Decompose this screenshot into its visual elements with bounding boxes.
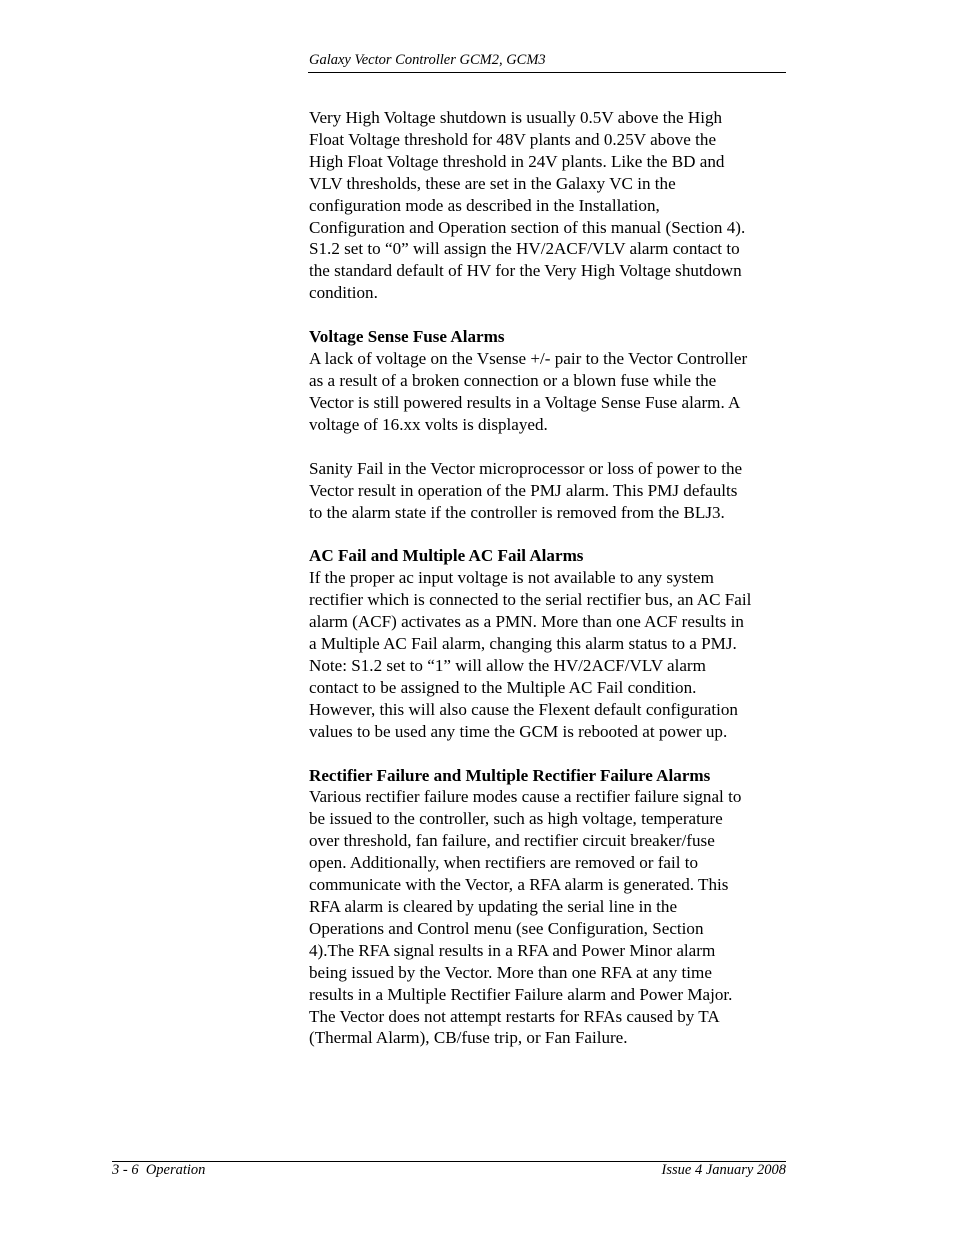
text-line: Operations and Control menu (see Configuration, Section xyxy=(309,918,704,938)
text-line: rectifier which is connected to the serial rectifier bus, an AC Fail xyxy=(309,590,752,610)
text-line: VLV thresholds, these are set in the Galaxy VC in the xyxy=(309,173,676,193)
text-line: Note: S1.2 set to “1” will allow the HV/2ACF/VLV alarm xyxy=(309,655,706,675)
section-ac-fail-alarms xyxy=(309,545,787,742)
paragraph-very-high-voltage xyxy=(309,107,787,304)
section-voltage-sense-fuse-alarms xyxy=(309,326,787,436)
running-header: Galaxy Vector Controller GCM2, GCM3 xyxy=(309,52,546,68)
text-line: Sanity Fail in the Vector microprocessor or loss of power to the xyxy=(309,458,743,478)
text-line: Very High Voltage shutdown is usually 0.5V above the High xyxy=(309,108,723,127)
text-line: contact to be assigned to the Multiple AC Fail condition. xyxy=(309,677,697,697)
text-line: as a result of a broken connection or a blown fuse while the xyxy=(309,370,717,390)
text-line: condition. xyxy=(309,283,378,303)
text-line: Various rectifier failure modes cause a rectifier failure signal to xyxy=(309,787,742,807)
text-line: Float Voltage threshold for 48V plants and 0.25V above the xyxy=(309,129,717,149)
text-line: open. Additionally, when rectifiers are removed or fail to xyxy=(309,853,699,873)
text-line: If the proper ac input voltage is not available to any system xyxy=(309,568,714,588)
text-line: The Vector does not attempt restarts for RFAs caused by TA xyxy=(309,1006,720,1026)
paragraph-sanity-fail xyxy=(309,458,787,524)
text-line: communicate with the Vector, a RFA alarm is generated. This xyxy=(309,875,729,895)
text-line: the standard default of HV for the Very High Voltage shutdown xyxy=(309,261,742,281)
text-line: S1.2 set to “0” will assign the HV/2ACF/VLV alarm contact to xyxy=(309,239,740,259)
text-line: Vector result in operation of the PMJ alarm. This PMJ defaults xyxy=(309,480,738,500)
text-line: High Float Voltage threshold in 24V plants. Like the BD and xyxy=(309,151,725,171)
page-number: 3 - 6 Operation xyxy=(112,1162,206,1178)
text-line: values to be used any time the GCM is rebooted at power up. xyxy=(309,721,728,741)
text-line: over threshold, fan failure, and rectifier circuit breaker/fuse xyxy=(309,831,715,851)
text-line: to the alarm state if the controller is removed from the BLJ3. xyxy=(309,502,725,522)
text-line: results in a Multiple Rectifier Failure alarm and Power Major. xyxy=(309,984,733,1004)
text-line: However, this will also cause the Flexent default configuration xyxy=(309,699,738,719)
header-divider xyxy=(308,72,786,73)
text-line: Configuration and Operation section of this manual (Section 4). xyxy=(309,217,746,237)
text-line: configuration mode as described in the Installation, xyxy=(309,195,660,215)
section-heading: Voltage Sense Fuse Alarms xyxy=(309,327,505,347)
text-line: alarm (ACF) activates as a PMN. More than one ACF results in xyxy=(309,612,744,632)
section-heading: AC Fail and Multiple AC Fail Alarms xyxy=(309,546,584,566)
issue-date: Issue 4 January 2008 xyxy=(661,1162,786,1178)
text-line: Vector is still powered results in a Voltage Sense Fuse alarm. A xyxy=(309,392,741,412)
text-line: voltage of 16.xx volts is displayed. xyxy=(309,414,548,434)
section-rectifier-failure-alarms xyxy=(309,765,787,1050)
text-line: 4).The RFA signal results in a RFA and Power Minor alarm xyxy=(309,940,716,960)
text-line: (Thermal Alarm), CB/fuse trip, or Fan Failure. xyxy=(309,1028,628,1048)
text-line: RFA alarm is cleared by updating the serial line in the xyxy=(309,897,678,916)
text-line: being issued by the Vector. More than one RFA at any time xyxy=(309,962,712,982)
text-line: be issued to the controller, such as high voltage, temperature xyxy=(309,809,723,829)
document-body xyxy=(309,107,787,1071)
section-heading: Rectifier Failure and Multiple Rectifier Failure Alarms xyxy=(309,765,711,785)
text-line: A lack of voltage on the Vsense +/- pair to the Vector Controller xyxy=(309,349,748,369)
text-line: a Multiple AC Fail alarm, changing this alarm status to a PMJ. xyxy=(309,634,737,654)
